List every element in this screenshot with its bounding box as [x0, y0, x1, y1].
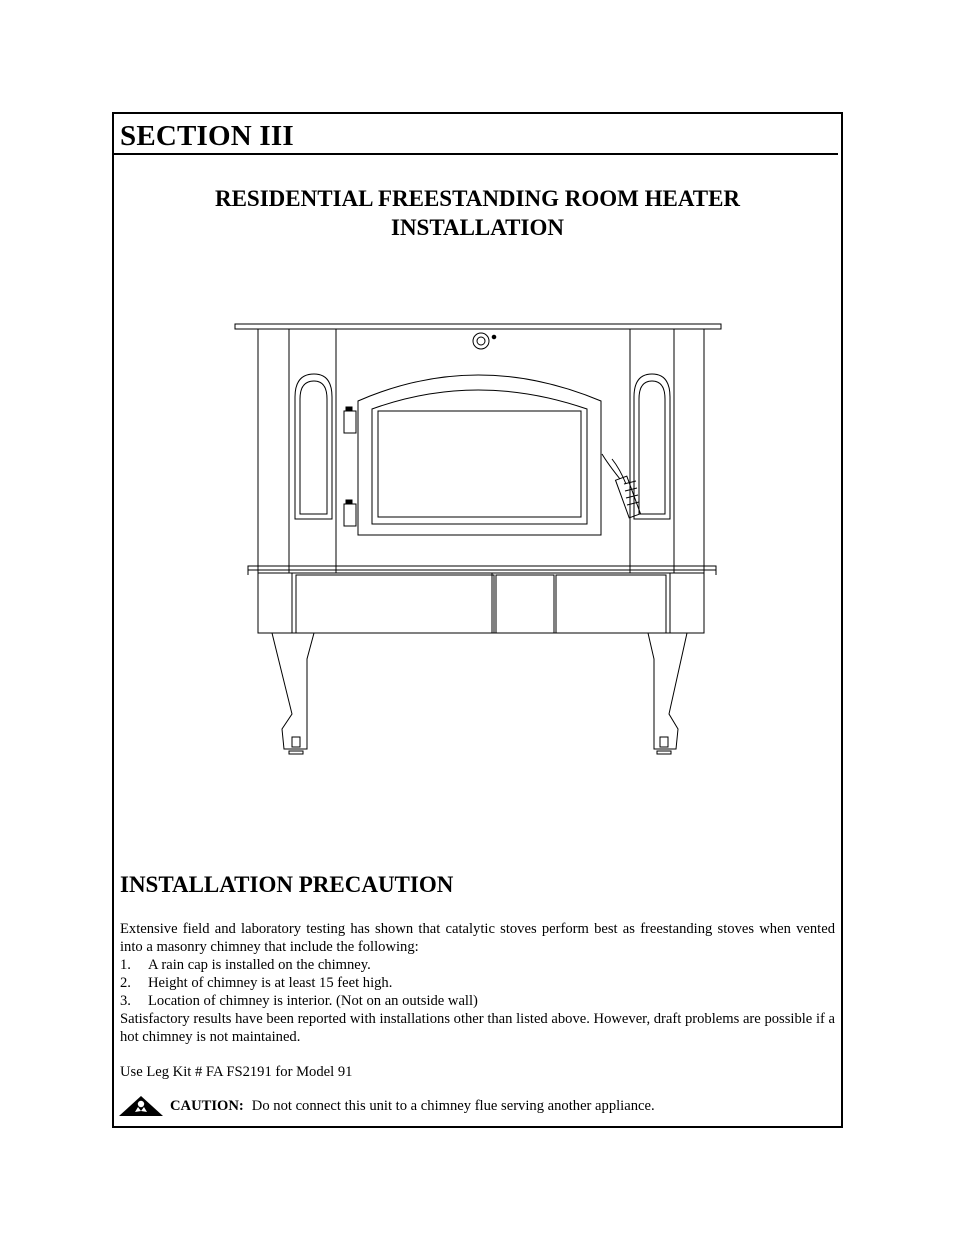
list-item-text: Height of chimney is at least 15 feet high. — [148, 975, 393, 991]
warning-triangle-icon — [118, 1095, 164, 1117]
precaution-results: Satisfactory results have been reported with installations other than listed above. However, draft problems are possible if a hot chimney is not maintained. — [120, 1011, 835, 1045]
list-item-number: 1. — [120, 957, 131, 973]
caution-label: CAUTION: — [170, 1097, 244, 1114]
page-subtitle — [114, 184, 841, 242]
caution-note — [118, 1095, 655, 1117]
list-item-text: Location of chimney is interior. (Not on an outside wall) — [148, 993, 478, 1009]
leg-kit-note: Use Leg Kit # FA FS2191 for Model 91 — [120, 1064, 353, 1080]
section-frame — [112, 112, 843, 1128]
list-item-text: A rain cap is installed on the chimney. — [148, 957, 371, 973]
subtitle-line-1: RESIDENTIAL FREESTANDING ROOM HEATER — [214, 186, 741, 211]
caution-text: Do not connect this unit to a chimney flue serving another appliance. — [251, 1097, 655, 1114]
list-item-number: 3. — [120, 993, 131, 1009]
subtitle-line-2: INSTALLATION — [391, 215, 564, 240]
precaution-body — [120, 920, 835, 1046]
section-title: SECTION III — [120, 120, 294, 152]
list-item — [120, 992, 835, 1010]
section-divider — [112, 153, 838, 155]
precaution-intro: Extensive field and laboratory testing has shown that catalytic stoves perform best as freestanding stoves when vented into a masonry chimney that include the following: — [120, 921, 835, 955]
list-item — [120, 974, 835, 992]
wood-stove-drawing — [232, 319, 722, 769]
list-item — [120, 956, 835, 974]
precaution-heading: INSTALLATION PRECAUTION — [120, 872, 454, 897]
list-item-number: 2. — [120, 975, 131, 991]
